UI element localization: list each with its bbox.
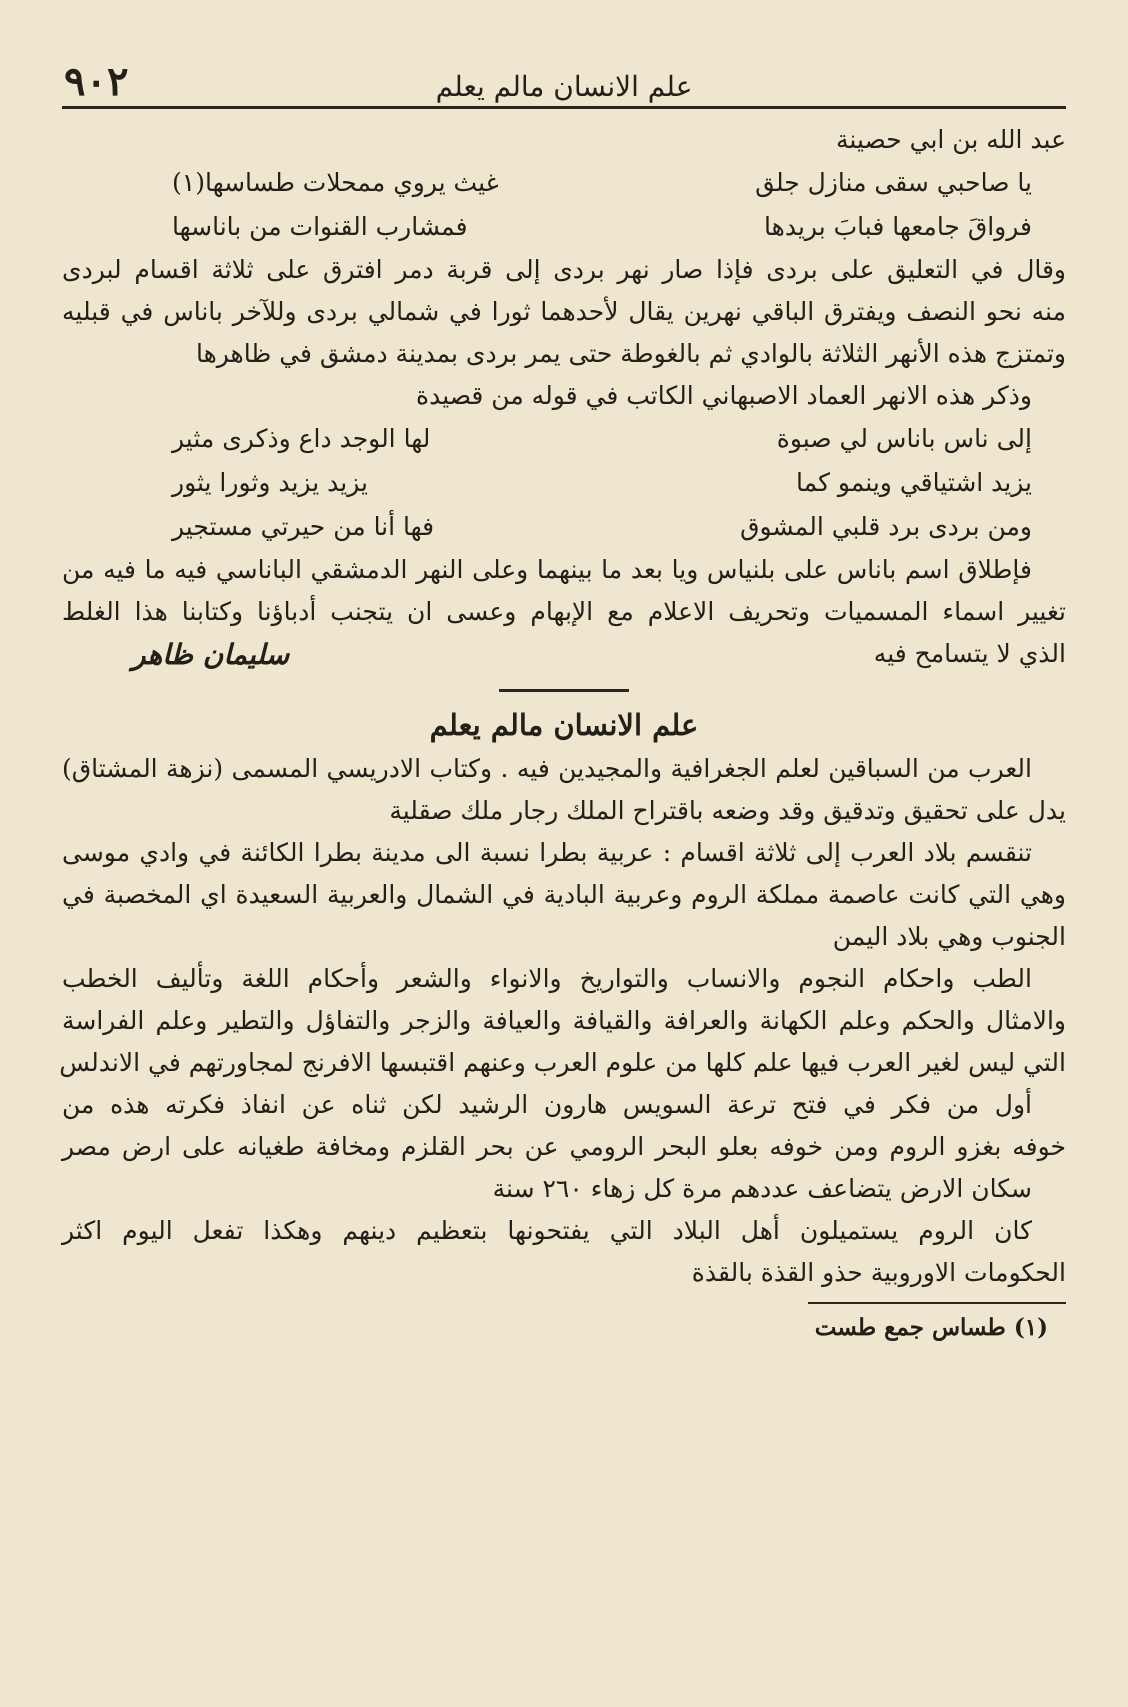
running-title: علم الانسان مالم يعلم bbox=[435, 70, 693, 103]
text-line: وذكر هذه الانهر العماد الاصبهاني الكاتب في قوله من قصيدة bbox=[415, 381, 1032, 410]
verse-line bbox=[62, 161, 1066, 205]
text-line: التي ليس لغير العرب فيها علم كلها من علوم العرب وعنهم اقتبسها الافرنج لمجاورتهم في الاندلس bbox=[59, 1048, 1066, 1077]
verse-line bbox=[62, 461, 1066, 505]
verse-hemistich-first: يزيد اشتياقي وينمو كما bbox=[796, 468, 1032, 497]
verse-hemistich-second: فها أنا من حيرتي مستجير bbox=[172, 512, 435, 541]
author-line: عبد الله بن ابي حصينة bbox=[836, 125, 1066, 154]
text-line: خوفه بغزو الروم ومن خوفه بعلو البحر الرومي عن بحر القلزم ومخافة طغيانه على ارض مصر bbox=[62, 1132, 1066, 1161]
text-line: الحكومات الاوروبية حذو القذة بالقذة bbox=[691, 1258, 1066, 1287]
verse-hemistich-first: ومن بردى برد قلبي المشوق bbox=[740, 512, 1032, 541]
text-line: والامثال والحكم وعلم الكهانة والعرافة والقيافة والعيافة والزجر والتفاؤل والتطير وعلم الفراسة bbox=[62, 1006, 1066, 1035]
text-line: سكان الارض يتضاعف عددهم مرة كل زهاء ٢٦٠ سنة bbox=[492, 1174, 1032, 1203]
text-line: العرب من السباقين لعلم الجغرافية والمجيدين فيه . وكتاب الادريسي المسمى (نزهة المشتاق) bbox=[62, 754, 1032, 783]
verse-hemistich-second: يزيد يزيد وثورا يثور bbox=[172, 468, 368, 497]
footnote-rule bbox=[808, 1302, 1066, 1304]
text-line: تنقسم بلاد العرب إلى ثلاثة اقسام : عربية بطرا نسبة الى مدينة بطرا الكائنة في وادي موسى bbox=[62, 838, 1032, 867]
verse-hemistich-second: فمشارب القنوات من باناسها bbox=[172, 212, 468, 241]
verse-hemistich-second: غيث يروي ممحلات طساسها(١) bbox=[172, 168, 499, 197]
author-signature: سليمان ظاهر bbox=[132, 637, 290, 671]
page-header bbox=[62, 40, 1066, 105]
text-line: وهي التي كانت عاصمة مملكة الروم وعربية البادية في الشمال والعربية السعيدة اي المخصبة في bbox=[62, 880, 1066, 909]
verse-hemistich-second: لها الوجد داع وذكرى مثير bbox=[172, 424, 431, 453]
verse-hemistich-first: فرواقَ جامعها فبابَ بريدها bbox=[764, 212, 1032, 241]
text-line: وتمتزج هذه الأنهر الثلاثة بالوادي ثم بالغوطة حتى يمر بردى بمدينة دمشق في ظاهرها bbox=[195, 339, 1066, 368]
verse-hemistich-first: يا صاحبي سقى منازل جلق bbox=[755, 168, 1032, 197]
text-line: وقال في التعليق على بردى فإذا صار نهر بردى إلى قربة دمر افترق على ثلاثة اقسام لبردى bbox=[62, 255, 1066, 284]
footnote: (١) طساس جمع طست bbox=[814, 1314, 1048, 1341]
verse-line bbox=[62, 205, 1066, 249]
verse-line bbox=[62, 417, 1066, 461]
text-line: يدل على تحقيق وتدقيق وقد وضعه باقتراح الملك رجار ملك صقلية bbox=[389, 796, 1066, 825]
signature-row bbox=[62, 633, 1066, 675]
verse-hemistich-first: إلى ناس باناس لي صبوة bbox=[776, 424, 1032, 453]
text-line: منه نحو النصف ويفترق الباقي نهرين يقال لأحدهما ثورا في شمالي بردى وللآخر باناس في قبليه bbox=[62, 297, 1066, 326]
text-line: الذي لا يتسامح فيه bbox=[873, 639, 1066, 668]
section-separator bbox=[499, 689, 629, 692]
text-line: فإطلاق اسم باناس على بلنياس ويا بعد ما بينهما وعلى النهر الدمشقي الباناسي فيه ما فيه من bbox=[62, 555, 1032, 584]
verse-line bbox=[62, 505, 1066, 549]
text-line: تغيير اسماء المسميات وتحريف الاعلام مع الإبهام وعسى ان يتجنب أدباؤنا وكتابنا هذا الغلط bbox=[62, 597, 1066, 626]
section-title: علم الانسان مالم يعلم bbox=[429, 708, 699, 742]
text-line: الجنوب وهي بلاد اليمن bbox=[832, 922, 1066, 951]
text-line: أول من فكر في فتح ترعة السويس هارون الرشيد لكن ثناه عن انفاذ فكرته هذه من bbox=[62, 1090, 1032, 1119]
text-line: كان الروم يستميلون أهل البلاد التي يفتحونها بتعظيم دينهم وهكذا تفعل اليوم اكثر bbox=[62, 1216, 1032, 1245]
text-line: الطب واحكام النجوم والانساب والتواريخ والانواء والشعر وأحكام اللغة وتأليف الخطب bbox=[62, 964, 1032, 993]
page-number: ٩٠٢ bbox=[64, 58, 129, 105]
